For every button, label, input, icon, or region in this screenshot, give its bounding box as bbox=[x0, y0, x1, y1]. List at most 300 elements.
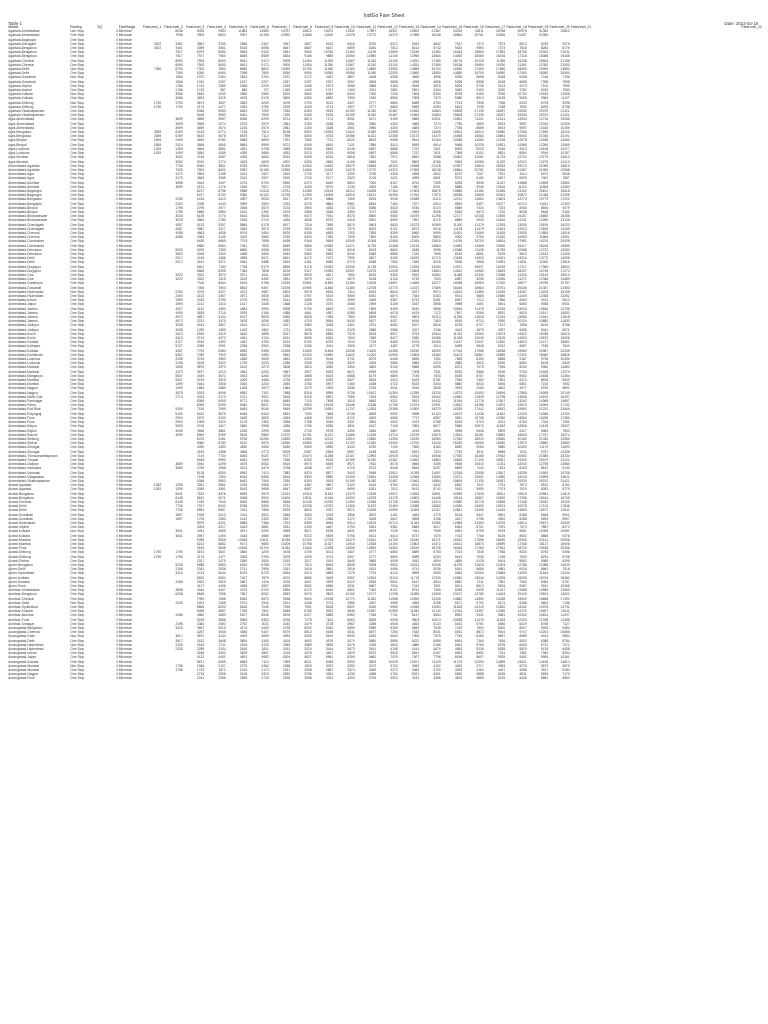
table-cell: Minimum bbox=[118, 121, 133, 126]
table-cell: 9200 bbox=[454, 235, 463, 240]
table-cell: 0 bbox=[116, 638, 119, 643]
table-cell: Minimum bbox=[118, 75, 133, 80]
table-cell: 9603 bbox=[325, 592, 334, 597]
table-cell: 7917 bbox=[175, 54, 183, 59]
table-cell: 3998 bbox=[454, 302, 463, 307]
table-cell: One Stop bbox=[70, 256, 85, 261]
table-cell: 12624 bbox=[496, 226, 506, 231]
table-cell: 7505 bbox=[196, 58, 205, 63]
table-cell: 0 bbox=[116, 340, 119, 345]
table-cell: Minimum bbox=[118, 626, 133, 631]
table-cell: 14066 bbox=[539, 399, 549, 404]
table-cell: 11399 bbox=[302, 193, 312, 198]
table-cell: One Stop bbox=[70, 83, 85, 88]
table-cell: Aurangabad-Mumbai bbox=[8, 663, 40, 668]
table-cell: 2978 bbox=[325, 428, 334, 433]
table-cell: 6697 bbox=[368, 151, 377, 156]
table-cell: One Stop bbox=[70, 151, 85, 156]
table-cell: 11147 bbox=[453, 340, 463, 345]
table-cell: 3023 bbox=[196, 394, 205, 399]
table-cell: 12207 bbox=[431, 508, 441, 513]
table-cell: Minimum bbox=[118, 537, 133, 542]
table-cell: 4932 bbox=[282, 151, 291, 156]
table-cell: 14992 bbox=[539, 470, 549, 475]
table-cell: 11806 bbox=[324, 348, 334, 353]
table-cell: 6248 bbox=[347, 146, 355, 151]
table-cell: 2811 bbox=[261, 647, 269, 652]
table-cell: 7439 bbox=[196, 499, 205, 504]
table-cell: 9008 bbox=[390, 617, 398, 622]
table-cell: 3026 bbox=[175, 214, 183, 219]
table-cell: 8293 bbox=[368, 197, 377, 202]
table-cell: 8379 bbox=[196, 50, 205, 55]
table-cell: One Stop bbox=[70, 46, 85, 51]
table-cell: 6113 bbox=[175, 331, 183, 336]
table-cell: 8696 bbox=[497, 449, 506, 454]
table-cell: 4757 bbox=[304, 294, 312, 298]
table-cell: 14285 bbox=[474, 403, 484, 408]
table-cell: 1747 bbox=[325, 88, 334, 93]
table-cell: 2709 bbox=[239, 298, 248, 303]
table-cell: 12601 bbox=[560, 235, 570, 240]
table-cell: 3654 bbox=[368, 420, 377, 425]
table-cell: 15296 bbox=[539, 415, 549, 420]
table-cell: 2337 bbox=[282, 668, 291, 673]
table-cell: 11053 bbox=[431, 605, 441, 610]
table-cell: 6575 bbox=[239, 134, 248, 139]
table-cell: 8652 bbox=[368, 399, 377, 404]
table-cell: 7568 bbox=[218, 596, 226, 601]
table-cell: 9250 bbox=[476, 445, 484, 450]
table-cell: 14295 bbox=[517, 470, 527, 475]
table-cell: Minimum bbox=[118, 289, 133, 294]
table-cell: 20749 bbox=[560, 390, 570, 395]
table-cell: 10780 bbox=[324, 50, 334, 55]
table-cell: Minimum bbox=[118, 394, 133, 399]
table-cell: 11534 bbox=[474, 256, 484, 261]
table-cell: 3585 bbox=[390, 361, 398, 366]
table-cell: 4267 bbox=[368, 600, 377, 605]
table-cell: 0 bbox=[116, 197, 119, 202]
table-cell: 3559 bbox=[476, 121, 484, 126]
table-cell: 6330 bbox=[390, 626, 398, 631]
table-cell: 6504 bbox=[433, 579, 441, 584]
table-cell: 9171 bbox=[239, 541, 248, 546]
table-cell: 5691 bbox=[433, 176, 441, 181]
table-cell: 17966 bbox=[474, 348, 484, 353]
table-cell: 9604 bbox=[411, 315, 420, 320]
table-cell: 2297 bbox=[261, 79, 269, 84]
table-cell: 5416 bbox=[368, 483, 377, 488]
table-cell: 2297 bbox=[304, 79, 312, 84]
table-cell: 9067 bbox=[390, 315, 398, 320]
table-cell: 12453 bbox=[302, 163, 312, 168]
table-cell: 12068 bbox=[410, 474, 420, 479]
table-cell: 1809 bbox=[153, 142, 162, 147]
table-cell: 10610 bbox=[474, 462, 484, 467]
table-cell: 14512 bbox=[453, 268, 463, 273]
table-cell: 11622 bbox=[345, 130, 355, 135]
table-cell: 4724 bbox=[239, 180, 248, 185]
table-cell: 11298 bbox=[388, 592, 398, 597]
table-cell: 6539 bbox=[390, 369, 398, 374]
table-cell: 3453 bbox=[347, 209, 355, 214]
table-cell: One Stop bbox=[70, 373, 85, 378]
table-cell: 6253 bbox=[433, 554, 441, 559]
table-cell: 7196 bbox=[196, 474, 205, 479]
table-cell: Ahmedabad-Bhubaneswar bbox=[8, 214, 48, 219]
table-cell: One Stop bbox=[70, 411, 85, 416]
table-cell: 11200 bbox=[453, 222, 463, 227]
table-cell: 9810 bbox=[411, 272, 420, 277]
table-cell: 5163 bbox=[239, 214, 248, 219]
table-cell: 10259 bbox=[560, 125, 570, 130]
table-cell: 12050 bbox=[496, 415, 506, 420]
table-cell: 11633 bbox=[496, 617, 506, 622]
table-cell: 4773 bbox=[261, 449, 269, 454]
table-cell: 7094 bbox=[454, 378, 463, 383]
table-cell: 18511 bbox=[496, 491, 506, 496]
table-cell: 6408 bbox=[497, 382, 506, 387]
table-cell: 0 bbox=[116, 596, 119, 601]
table-cell: 7824 bbox=[497, 378, 506, 383]
table-cell: 7808 bbox=[261, 268, 269, 273]
table-cell: 7172 bbox=[433, 310, 441, 315]
table-cell: Ahmedabad-Varanasi bbox=[8, 470, 40, 475]
table-cell: 5909 bbox=[497, 428, 506, 433]
table-cell: 6472 bbox=[304, 214, 312, 219]
table-cell: 17489 bbox=[431, 58, 441, 63]
table-cell: 1809 bbox=[153, 138, 162, 143]
table-cell: Minimum bbox=[118, 331, 133, 336]
table-cell: 3545 bbox=[411, 83, 420, 88]
table-cell: 3156 bbox=[304, 344, 312, 349]
table-cell: 9783 bbox=[239, 163, 248, 168]
table-cell: 10238 bbox=[302, 504, 312, 509]
table-cell: 10512 bbox=[367, 390, 377, 395]
table-cell: 3931 bbox=[282, 525, 291, 530]
table-cell: 3910 bbox=[218, 626, 226, 631]
table-cell: 16926 bbox=[560, 336, 570, 341]
table-cell: Ajmer-Delhi bbox=[8, 567, 26, 572]
table-cell: 15571 bbox=[539, 520, 549, 525]
table-cell: 8160 bbox=[433, 445, 441, 450]
table-cell: 7804 bbox=[476, 626, 484, 631]
table-cell: 0 bbox=[116, 672, 119, 677]
table-cell: 8417 bbox=[390, 336, 398, 341]
table-cell: 8621 bbox=[261, 403, 269, 408]
table-cell: 4158 bbox=[433, 516, 441, 521]
table-cell: 12810 bbox=[345, 436, 355, 441]
table-cell: 3123 bbox=[497, 83, 506, 88]
table-cell: 9397 bbox=[239, 167, 248, 172]
table-cell: 16016 bbox=[496, 54, 506, 59]
table-cell: 10239 bbox=[474, 142, 484, 147]
table-cell: 2956 bbox=[304, 209, 312, 214]
table-cell: 0 bbox=[116, 251, 119, 256]
table-cell: 5274 bbox=[347, 638, 355, 643]
table-cell: Minimum bbox=[118, 205, 133, 210]
table-cell: 15116 bbox=[453, 495, 463, 500]
table-cell: 5953 bbox=[218, 457, 226, 462]
table-cell: 5309 bbox=[282, 584, 291, 589]
table-cell: 18355 bbox=[539, 54, 549, 59]
table-cell: 9353 bbox=[218, 29, 226, 34]
table-cell: 13441 bbox=[517, 605, 527, 610]
table-cell: 14813 bbox=[560, 659, 570, 664]
table-cell: 7279 bbox=[347, 571, 355, 576]
table-cell: Ahmedabad-Shillong bbox=[8, 436, 39, 441]
table-cell: 9514 bbox=[433, 142, 441, 147]
table-cell: 5864 bbox=[239, 142, 248, 147]
table-cell: 0 bbox=[116, 647, 119, 652]
table-cell: 20872 bbox=[517, 193, 527, 198]
table-cell: 11180 bbox=[324, 167, 334, 172]
table-cell: 0 bbox=[116, 659, 119, 664]
table-cell: 4180 bbox=[282, 218, 291, 223]
table-cell: 6554 bbox=[218, 243, 226, 248]
table-cell: 12761 bbox=[453, 609, 463, 614]
table-cell: Aizawl-Kolkata bbox=[8, 529, 30, 534]
table-cell: 11565 bbox=[517, 142, 527, 147]
table-cell: 3673 bbox=[347, 647, 355, 652]
table-cell: 8885 bbox=[454, 184, 463, 189]
table-cell: 7877 bbox=[411, 201, 420, 206]
table-cell: 13539 bbox=[539, 226, 549, 231]
table-cell: 8376 bbox=[282, 268, 291, 273]
table-cell: 9089 bbox=[390, 138, 398, 143]
table-cell: 21231 bbox=[539, 407, 549, 412]
table-cell: 5083 bbox=[390, 323, 398, 328]
table-cell: 7061 bbox=[325, 214, 334, 219]
table-cell: One Stop bbox=[70, 319, 85, 324]
table-cell: 7300 bbox=[196, 67, 205, 72]
table-cell: 8779 bbox=[562, 46, 570, 51]
table-cell: 9176 bbox=[304, 264, 312, 269]
table-cell: 10209 bbox=[281, 541, 291, 546]
table-cell: 8026 bbox=[454, 319, 463, 324]
table-cell: 0 bbox=[116, 121, 119, 126]
table-cell: 7106 bbox=[390, 424, 398, 429]
table-cell: One Stop bbox=[70, 655, 85, 660]
table-cell: 10750 bbox=[324, 499, 334, 504]
table-cell: 11839 bbox=[474, 394, 484, 399]
table-cell: 3699 bbox=[175, 117, 183, 122]
table-cell: 4467 bbox=[325, 525, 334, 530]
table-cell: 3130 bbox=[261, 642, 269, 647]
table-cell: 10713 bbox=[388, 520, 398, 525]
table-cell: 15940 bbox=[517, 596, 527, 601]
table-cell: Minimum bbox=[118, 201, 133, 206]
table-cell: 3699 bbox=[175, 121, 183, 126]
table-cell: Ahmedabad-North Goa bbox=[8, 394, 43, 399]
table-cell: Agra-Mumbai bbox=[8, 155, 29, 160]
table-cell: 7559 bbox=[282, 659, 291, 664]
table-cell: One Stop bbox=[70, 432, 85, 437]
table-cell: 6860 bbox=[239, 247, 248, 252]
table-cell: One Stop bbox=[70, 428, 85, 433]
table-cell: 3950 bbox=[368, 121, 377, 126]
table-cell: 9046 bbox=[261, 407, 269, 412]
table-cell: 9298 bbox=[562, 100, 570, 105]
table-cell: 5184 bbox=[562, 668, 570, 673]
table-cell: 15090 bbox=[496, 243, 506, 248]
table-cell: 11364 bbox=[560, 373, 570, 378]
table-cell: 9865 bbox=[325, 54, 334, 59]
table-cell: 13694 bbox=[367, 546, 377, 551]
table-cell: 6690 bbox=[454, 466, 463, 471]
table-cell: 11680 bbox=[560, 365, 570, 370]
table-cell: 5938 bbox=[540, 302, 549, 307]
table-cell: 6179 bbox=[368, 373, 377, 378]
table-cell: 7166 bbox=[390, 184, 398, 189]
table-cell: 8564 bbox=[433, 613, 441, 618]
table-cell: 8314 bbox=[433, 201, 441, 206]
table-cell: 1948 bbox=[196, 663, 205, 668]
table-cell: Ahmedabad-Agra bbox=[8, 176, 35, 181]
table-cell: One Stop bbox=[70, 483, 85, 488]
table-cell: 5021 bbox=[411, 672, 420, 677]
table-cell: 7336 bbox=[239, 609, 248, 614]
table-cell: 4444 bbox=[196, 180, 205, 185]
table-cell: 8051 bbox=[347, 117, 355, 122]
table-cell: 8465 bbox=[239, 54, 248, 59]
table-cell: 4122 bbox=[196, 655, 205, 660]
table-cell: 4546 bbox=[218, 630, 226, 635]
table-cell: 10050 bbox=[324, 71, 334, 76]
table-cell: 5949 bbox=[347, 634, 355, 639]
table-cell: 3777 bbox=[368, 550, 377, 555]
table-cell: 8799 bbox=[454, 92, 463, 97]
table-cell: 19750 bbox=[496, 62, 506, 67]
table-cell: 3971 bbox=[239, 294, 248, 298]
table-cell: 4192 bbox=[433, 663, 441, 668]
table-cell: 1795 bbox=[175, 209, 183, 214]
table-cell: 17539 bbox=[474, 491, 484, 496]
table-cell: 0 bbox=[116, 491, 119, 496]
table-cell: 14060 bbox=[560, 138, 570, 143]
table-cell: 5751 bbox=[476, 621, 484, 626]
table-cell: 4414 bbox=[411, 647, 420, 652]
table-cell: 24611 bbox=[474, 29, 484, 34]
table-cell: 3617 bbox=[175, 638, 183, 643]
table-cell: 14472 bbox=[431, 541, 441, 546]
table-cell: 7350 bbox=[153, 67, 162, 72]
table-cell: 7069 bbox=[261, 113, 269, 118]
table-cell: 11099 bbox=[517, 571, 527, 576]
table-cell: Agartala-Bengaluru bbox=[8, 46, 37, 51]
table-cell: 4888 bbox=[304, 373, 312, 378]
table-cell: 21357 bbox=[517, 167, 527, 172]
table-cell: 6474 bbox=[304, 571, 312, 576]
table-cell: 11095 bbox=[410, 470, 420, 475]
table-cell: 8572 bbox=[261, 596, 269, 601]
table-cell: 10075 bbox=[410, 214, 420, 219]
table-cell: 6887 bbox=[218, 609, 226, 614]
table-cell: 3705 bbox=[368, 676, 377, 681]
table-cell: 8199 bbox=[368, 331, 377, 336]
table-cell: 10196 bbox=[259, 33, 269, 38]
table-cell: 5978 bbox=[304, 289, 312, 294]
table-cell: 0 bbox=[116, 575, 119, 580]
table-cell: 8793 bbox=[540, 550, 549, 555]
table-cell: 5098 bbox=[433, 209, 441, 214]
table-cell: 10088 bbox=[410, 197, 420, 202]
table-cell: 5033 bbox=[261, 197, 269, 202]
table-cell: 10054 bbox=[474, 571, 484, 576]
table-cell: 9430 bbox=[368, 605, 377, 610]
table-body bbox=[8, 29, 762, 680]
table-cell: 8597 bbox=[433, 415, 441, 420]
table-cell: 18705 bbox=[517, 50, 527, 55]
table-cell: 4440 bbox=[218, 201, 226, 206]
table-cell: 18248 bbox=[431, 33, 441, 38]
table-cell: 3699 bbox=[175, 184, 183, 189]
table-cell: 2716 bbox=[196, 672, 205, 677]
table-cell: 2305 bbox=[325, 386, 334, 391]
table-cell: 15121 bbox=[367, 193, 377, 198]
table-cell: 4401 bbox=[218, 655, 226, 660]
table-cell: 4611 bbox=[261, 272, 269, 277]
table-cell: 14078 bbox=[539, 605, 549, 610]
table-cell: 16446 bbox=[453, 546, 463, 551]
table-cell: 1790 bbox=[153, 550, 162, 555]
table-cell: 5032 bbox=[304, 626, 312, 631]
table-cell: 15913 bbox=[560, 272, 570, 277]
table-cell: 7999 bbox=[562, 83, 570, 88]
table-cell: 4709 bbox=[304, 550, 312, 555]
table-cell: 14233 bbox=[539, 289, 549, 294]
table-cell: 2783 bbox=[368, 386, 377, 391]
table-cell: One Stop bbox=[70, 209, 85, 214]
table-cell: 7785 bbox=[454, 121, 463, 126]
table-cell: Minimum bbox=[118, 197, 133, 202]
table-cell: 6803 bbox=[540, 600, 549, 605]
table-cell: 10951 bbox=[302, 281, 312, 286]
table-cell: 7613 bbox=[497, 466, 506, 471]
table-cell: 7006 bbox=[196, 285, 205, 290]
table-cell: 4167 bbox=[261, 41, 269, 46]
table-cell: 21655 bbox=[496, 188, 506, 193]
table-cell: 6617 bbox=[325, 272, 334, 277]
table-cell: 15181 bbox=[474, 432, 484, 437]
table-cell: 0 bbox=[116, 613, 119, 618]
table-cell: 6126 bbox=[390, 277, 398, 282]
table-cell: 9219 bbox=[497, 529, 506, 534]
table-cell: Ahmedabad-Hyderabad bbox=[8, 294, 44, 298]
table-cell: 5496 bbox=[519, 327, 527, 332]
table-cell: 6602 bbox=[325, 306, 334, 311]
table-cell: 16349 bbox=[560, 520, 570, 525]
table-cell: 9803 bbox=[368, 222, 377, 227]
table-cell: 3635 bbox=[196, 310, 205, 315]
table-cell: 9727 bbox=[282, 453, 291, 458]
table-cell: 14915 bbox=[560, 315, 570, 320]
table-cell: 4069 bbox=[347, 298, 355, 303]
table-cell: Ahmedabad-Bengaluru bbox=[8, 201, 43, 206]
table-cell: One Stop bbox=[70, 512, 85, 517]
table-cell: 13560 bbox=[517, 415, 527, 420]
table-cell: 7630 bbox=[282, 113, 291, 118]
table-cell: 6078 bbox=[390, 310, 398, 315]
table-cell: 11600 bbox=[345, 352, 355, 357]
table-cell: 8483 bbox=[390, 340, 398, 345]
table-cell: 12056 bbox=[367, 499, 377, 504]
table-cell: Aizawl-Hyderabad bbox=[8, 520, 36, 525]
table-cell: 9990 bbox=[476, 46, 484, 51]
table-cell: Ahmedabad-Bagdogra bbox=[8, 193, 42, 198]
table-cell: 2434 bbox=[218, 647, 226, 652]
